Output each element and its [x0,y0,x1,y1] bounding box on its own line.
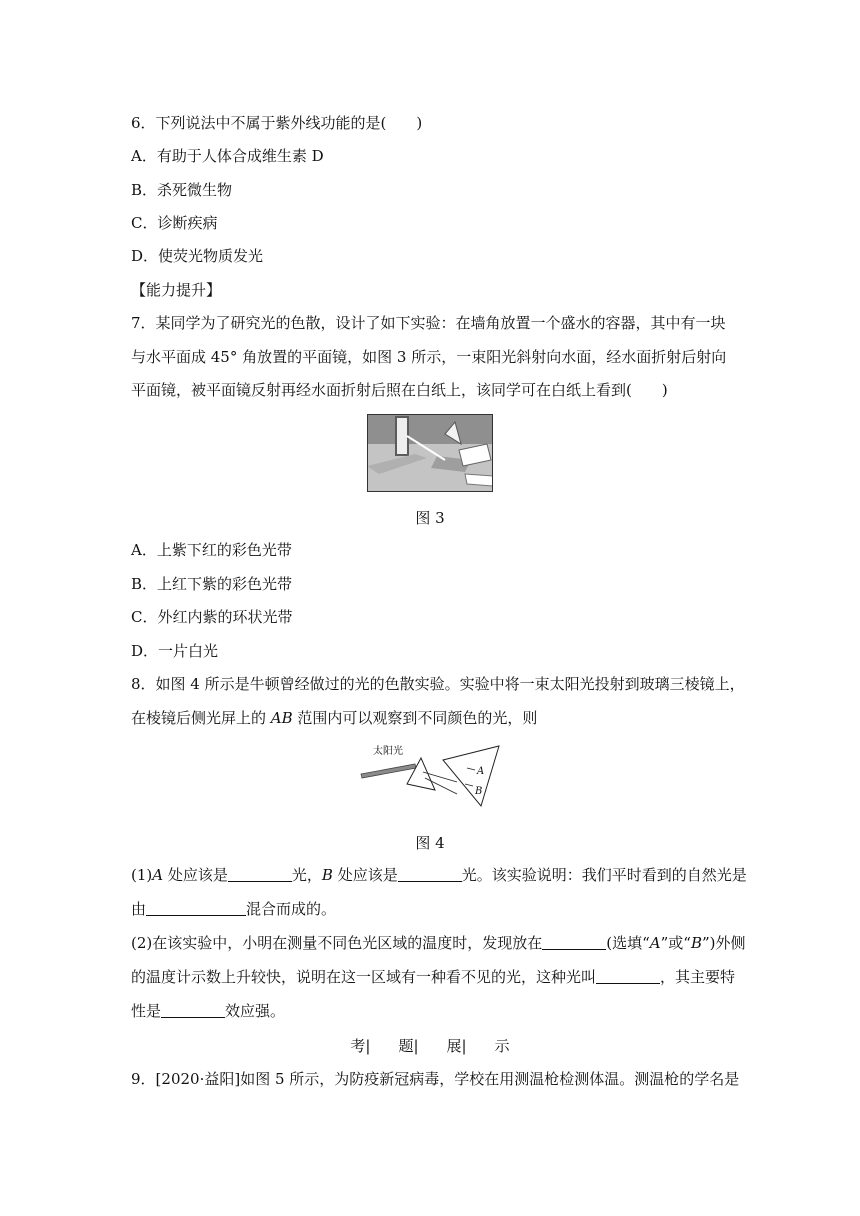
q8-part2-blank-2 [596,968,660,984]
q8-part1-line-1 [131,865,747,885]
banner-char-1: 考| [350,1037,371,1055]
q8-part2-text-3: ”)外侧 [702,934,746,952]
q8-part1-text-3: 处应该是 [332,866,398,884]
q8-part2-line-1 [131,933,746,953]
q8-line-1: 8．如图 4 所示是牛顿曾经做过的光的色散实验。实验中将一束太阳光投射到玻璃三棱镜上， [131,675,745,693]
q6-stem: 6．下列说法中不属于紫外线功能的是( ) [131,114,423,132]
q7-line-3: 平面镜，被平面镜反射再经水面折射后照在白纸上，该同学可在白纸上看到( ) [131,381,668,399]
q8-line-2-post: 范围内可以观察到不同颜色的光，则 [292,709,538,727]
q8-part2-b: B [690,934,703,952]
q8-part2-or: ”或“ [660,934,691,952]
q8-part2-text-2: (选填“ [606,934,650,952]
q7-option-b: B．上红下紫的彩色光带 [131,575,293,593]
q7-option-a: A．上紫下红的彩色光带 [131,541,292,559]
q8-part1-line-2-pre: 由 [131,900,147,918]
q8-part2-blank-1 [542,934,606,950]
banner-char-2: 题| [398,1037,419,1055]
q8-part2-line-3-pre: 性是 [131,1002,162,1020]
figure-4-prism-diagram [359,744,501,816]
q7-option-c: C．外红内紫的环状光带 [131,608,293,626]
q8-part2-line-3-post: 效应强。 [225,1002,286,1020]
q8-line-2-pre: 在棱镜后侧光屏上的 [131,709,271,727]
q6-option-a: A．有助于人体合成维生素 D [131,147,324,165]
q8-part1-text-2: 光， [291,866,322,884]
q8-part2-line-2-pre: 的温度计示数上升较快，说明在这一区域有一种看不见的光，这种光叫 [131,968,597,986]
section-title: 【能力提升】 [131,281,222,299]
exam-showcase-banner [0,1036,860,1056]
q8-part2-line-3 [131,1001,285,1021]
figure-4-label-b: B [475,786,483,797]
figure-3-mirror-experiment-image [367,414,493,492]
q8-part1-b: B [321,866,333,884]
q7-line-1: 7．某同学为了研究光的色散，设计了如下实验：在墙角放置一个盛水的容器，其中有一块 [131,314,726,332]
figure-4-sunlight-label: 太阳光 [373,746,403,757]
q8-part1-number: (1) [131,866,153,884]
q7-line-2: 与水平面成 45° 角放置的平面镜，如图 3 所示，一束阳光斜射向水面，经水面折射后射向 [131,348,727,366]
q9-line-1: 9．[2020·益阳]如图 5 所示，为防疫新冠病毒，学校在用测温枪检测体温。测温枪的学名是 [131,1070,740,1088]
q8-part2-blank-3 [161,1002,225,1018]
q8-part2-line-2 [131,967,735,987]
q8-part1-text-1: 处应该是 [163,866,228,884]
figure-4-caption: 图 4 [415,834,445,852]
q8-part1-blank-a [228,866,292,882]
q8-part1-text-4: 光。该实验说明：我们平时看到的自然光是 [461,866,747,884]
figure-4-label-a: A [477,766,485,777]
q8-part1-blank-b [398,866,462,882]
q8-part1-line-2 [131,899,336,919]
q6-option-c: C．诊断疾病 [131,214,218,232]
q8-part2-line-2-post: ，其主要特 [660,968,736,986]
q8-part1-a: A [152,866,164,884]
q7-option-d: D．一片白光 [131,642,219,660]
q8-part2-a: A [649,934,661,952]
q6-option-d: D．使荧光物质发光 [131,247,264,265]
banner-char-3: 展| [446,1037,467,1055]
q8-part1-line-2-post: 混合而成的。 [246,900,337,918]
figure-3-caption: 图 3 [415,509,445,527]
q8-ab-label: AB [270,709,293,727]
banner-char-4: 示 [494,1037,510,1055]
q8-part2-text-1: (2)在该实验中，小明在测量不同色光区域的温度时，发现放在 [131,934,543,952]
q6-option-b: B．杀死微生物 [131,181,233,199]
q8-part1-blank-c [146,900,246,916]
q8-line-2 [131,708,537,728]
